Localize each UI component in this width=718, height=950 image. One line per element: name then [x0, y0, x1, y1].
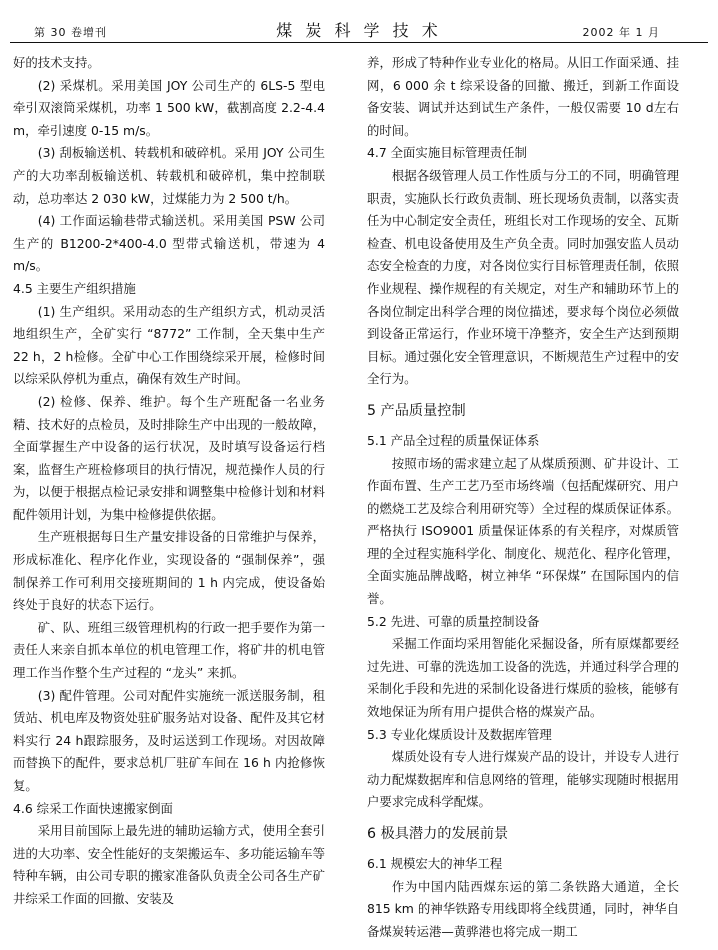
right-paragraph: 养，形成了特种作业专业化的格局。从旧工作面采通、挂网，6 000 余 t 综采设备的回撤、搬迁，到新工作面设备安装、调试并达到试生产条件，一般仅需要 10 d左右的时间。 [367, 55, 679, 138]
left-paragraph: 矿、队、班组三级管理机构的行政一把手要作为第一责任人来亲自抓本单位的机电管理工作，将矿井的机电管理工作当作整个生产过程的 “龙头” 来抓。 [13, 619, 325, 681]
right-heading: 6 极具潜力的发展前景 [367, 826, 509, 842]
right-heading: 5 产品质量控制 [367, 402, 466, 419]
left-paragraph: 生产班根据每日生产量安排设备的日常维护与保养，形成标准化、程序化作业，实现设备的 “强制保养”，强制保养工作可利用交接班期间的 1 h 内完成，使设备始终处于良好的状态下运行。 [13, 529, 325, 613]
volume-label: 第 30 卷增刊 [34, 26, 107, 39]
journal-title: 煤 炭 科 学 技 术 [276, 21, 442, 40]
right-heading: 5.3 专业化煤质设计及数据库管理 [367, 726, 552, 742]
left-paragraph: (3) 配件管理。公司对配件实施统一派送服务制，租赁站、机电库及物资处驻矿服务站对设备、配件及其它材料实行 24 h跟踪服务，及时运送到工作现场。对因故障而替换下的配件，要求总机厂驻矿车间在 16 h 内抢修恢复。 [13, 687, 325, 793]
right-heading: 5.1 产品全过程的质量保证体系 [367, 432, 540, 448]
left-heading: 4.5 主要生产组织措施 [13, 280, 136, 296]
right-paragraph: 采掘工作面均采用智能化采掘设备，所有原煤都要经过先进、可靠的洗选加工设备的洗选，并通过科学合理的采制化手段和先进的采制化设备进行煤质的验核，能够有效地保证为所有用户提供合格的煤炭产品。 [367, 636, 679, 720]
left-paragraph: (2) 采煤机。采用美国 JOY 公司生产的 6LS-5 型电牵引双滚筒采煤机，功率 1 500 kW，截割高度 2.2-4.4 m，牵引速度 0-15 m/s。 [13, 77, 325, 138]
right-paragraph: 根据各级管理人员工作性质与分工的不同，明确管理职责，实施队长行政负责制、班长现场负责制，以落实责任为中心制定安全责任，班组长对工作现场的安全、瓦斯检查、机电设备使用及生产负全责。同时加强安监人员动态安全检查的力度，对各岗位实行目标管理责任制，依照作业规程、操作规程的有关规定，对生产和辅助环节上的各岗位制定出科学合理的岗位描述，要求每个岗位必须做到设备正常运行，作业环境干净整齐，安全生产达到预期目标。通过强化安全管理意识，不断规范生产过程中的安全行为。 [367, 167, 679, 387]
left-paragraph: 好的技术支持。 [13, 55, 100, 70]
left-heading: 4.6 综采工作面快速搬家倒面 [13, 800, 173, 816]
left-column [13, 52, 325, 911]
issue-date: 2002 年 1 月 [582, 26, 660, 39]
left-paragraph: (3) 刮板输送机、转载机和破碎机。采用 JOY 公司生产的大功率刮板输送机、转载机和破碎机，集中控制联动，总功率达 2 030 kW，过煤能力为 2 500 t/h。 [13, 145, 325, 206]
left-paragraph: (4) 工作面运输巷带式输送机。采用美国 PSW 公司生产的 B1200-2*400-4.0 型带式输送机，带速为 4 m/s。 [13, 213, 325, 274]
left-paragraph: (1) 生产组织。采用动态的生产组织方式，机动灵活地组织生产，全矿实行 “8772” 工作制，全天集中生产 22 h，2 h检修。全矿中心工作围绕综采开展，检修时间以综采队停机为重点，确保有效生产时间。 [13, 303, 325, 387]
right-paragraph: 煤质处设有专人进行煤炭产品的设计，并设专人进行动力配煤数据库和信息网络的管理，能够实现随时根据用户要求完成科学配煤。 [367, 749, 679, 810]
right-heading: 6.1 规模宏大的神华工程 [367, 856, 503, 871]
right-column [367, 52, 679, 943]
right-paragraph: 作为中国内陆西煤东运的第二条铁路大通道，全长 815 km 的神华铁路专用线即将全线贯通，同时，神华自备煤炭转运港—黄骅港也将完成一期工 [367, 878, 679, 939]
right-paragraph: 按照市场的需求建立起了从煤质预测、矿井设计、工作面布置、生产工艺乃至市场终端（包括配煤研究、用户的燃烧工艺及综合利用研究等）全过程的煤质保证体系。严格执行 ISO9001 质量保证体系的有关程序，对煤质管理的全过程实施科学化、制度化、规范化、程序化管理，全面实施品牌战略，树立神华 “环保煤” 在国际国内的信誉。 [367, 455, 679, 607]
right-heading: 5.2 先进、可靠的质量控制设备 [367, 613, 540, 629]
left-paragraph: (2) 检修、保养、维护。每个生产班配备一名业务精、技术好的点检员，及时排除生产中出现的一般故障，全面掌握生产中设备的运行状况，及时填写设备运行档案，监督生产班检修项目的执行情况，规范操作人员的行为，以便于根据点检记录安排和调整集中检修计划和材料配件领用计划，为集中检修提供依据。 [13, 393, 325, 522]
header-rule [10, 42, 708, 43]
right-heading: 4.7 全面实施目标管理责任制 [367, 145, 527, 161]
left-paragraph: 采用目前国际上最先进的辅助运输方式，使用全套引进的大功率、安全性能好的支架搬运车、多功能运输车等特种车辆，由公司专职的搬家准备队负责全公司各生产矿井综采工作面的回撤、安装及 [13, 823, 325, 906]
page-header [0, 0, 718, 44]
